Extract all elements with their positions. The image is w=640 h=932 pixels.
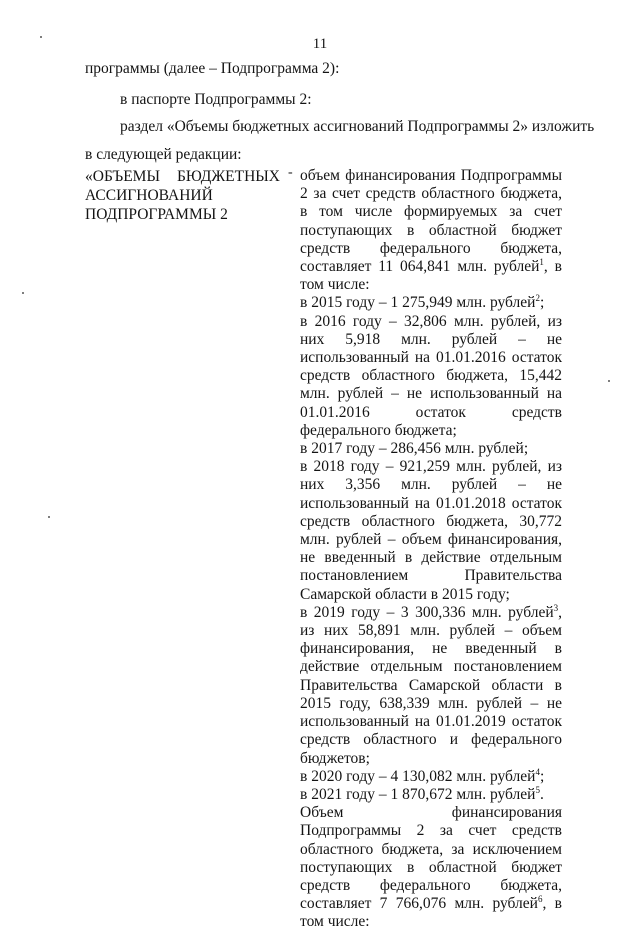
intro-line-section-amend: раздел «Объемы бюджетных ассигнований Подпрограммы 2» изложить	[120, 118, 595, 135]
footnote-marker: 3	[553, 602, 559, 613]
page-number: 11	[312, 36, 328, 52]
footnote-marker: 2	[535, 293, 540, 304]
footnote-marker: 4	[535, 766, 540, 777]
column-separator-dash: -	[288, 165, 293, 180]
scan-speck	[22, 292, 24, 294]
funding-details	[300, 167, 562, 932]
footnote-marker: 1	[539, 256, 544, 267]
scan-speck	[40, 36, 42, 38]
intro-line-passport: в паспорте Подпрограммы 2:	[120, 91, 312, 108]
funding-paragraph-2018: в 2018 году – 921,259 млн. рублей, из них 3,356 млн. рублей – не использованный на 01.01.2018 остаток средств областного бюджета, 30,772 млн. рублей – объем финансирования, не введенный в действие отдельным постановлением Правительства Самарской области в 2015 году;	[300, 458, 562, 603]
intro-line-program-reference: программы (далее – Подпрограмма 2):	[85, 60, 340, 77]
funding-paragraph-2015: в 2015 году – 1 275,949 млн. рублей$^2$;	[300, 293, 545, 312]
funding-paragraph-regional-only: Объем финансирования Подпрограммы 2 за счет средств областного бюджета, за исключением поступающих в областной бюджет средств федерального бюджета, составляет 7 766,076 млн. рублей$^6$, в том числе:	[300, 804, 562, 931]
funding-paragraph-total: объем финансирования Подпрограммы 2 за счет средств областного бюджета, в том числе формируемых за счет поступающих в областной бюджет средств федерального бюджета, составляет 11 064,841 млн. рублей$^1$, в том числе:	[300, 167, 562, 294]
funding-paragraph-2016: в 2016 году – 32,806 млн. рублей, из них 5,918 млн. рублей – не использованный на 01.01.2016 остаток средств областного бюджета, 15,442 млн. рублей – не использованный на 01.01.2016 остаток средств федерального бюджета;	[300, 312, 562, 439]
funding-paragraph-2020: в 2020 году – 4 130,082 млн. рублей$^4$;	[300, 766, 545, 785]
intro-line-new-wording: в следующей редакции:	[85, 146, 242, 163]
scan-speck	[48, 516, 50, 518]
funding-paragraph-2019: в 2019 году – 3 300,336 млн. рублей$^3$, из них 58,891 млн. рублей – объем финансирования, не введенный в действие отдельным постановлением Правительства Самарской области в 2015 году, 638,339 млн. рублей – не использованный на 01.01.2019 остаток средств областного и федерального бюджетов;	[300, 602, 562, 767]
scan-speck	[608, 380, 610, 382]
footnote-marker: 6	[537, 893, 543, 904]
funding-paragraph-2021: в 2021 году – 1 870,672 млн. рублей$^5$.	[300, 784, 544, 803]
funding-paragraph-2017: в 2017 году – 286,456 млн. рублей;	[300, 440, 529, 458]
section-heading-budget-allocations: «ОБЪЕМЫ БЮДЖЕТНЫХ АССИГНОВАНИЙ ПОДПРОГРАММЫ 2	[85, 168, 280, 223]
footnote-marker: 5	[535, 784, 540, 795]
